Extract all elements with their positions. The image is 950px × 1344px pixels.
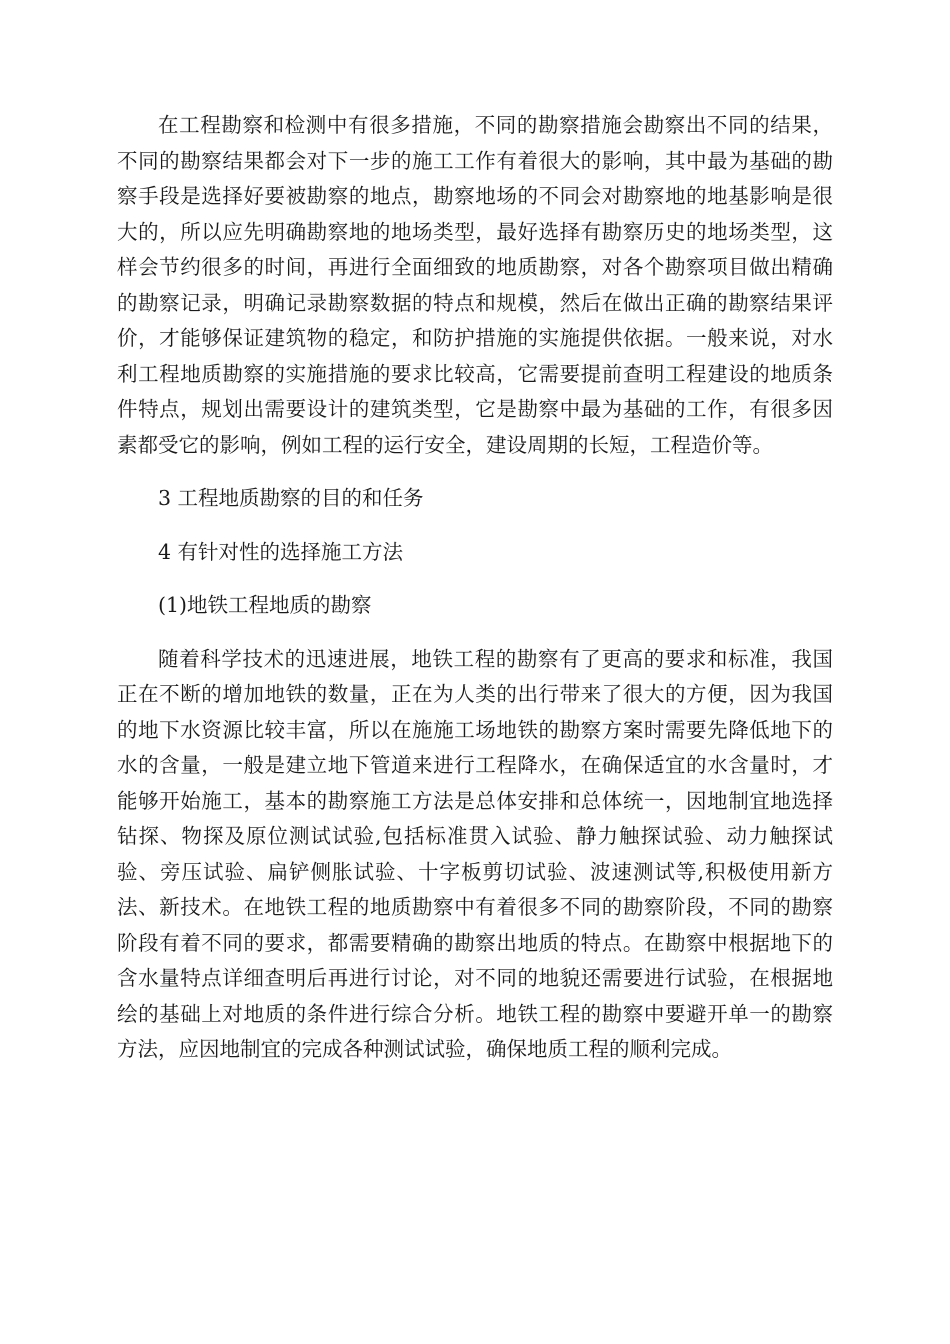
section-heading: 3 工程地质勘察的目的和任务: [158, 486, 424, 510]
body-paragraph: 随着科学技术的迅速进展，地铁工程的勘察有了更高的要求和标准，我国正在不断的增加地铁的数量，正在为人类的出行带来了很大的方便，因为我国的地下水资源比较丰富，所以在施施工场地铁的勘察方案时需要先降低地下的水的含量，一般是建立地下管道来进行工程降水，在确保适宜的水含量时，才能够开始施工，基本的勘察施工方法是总体安排和总体统一，因地制宜地选择钻探、物探及原位测试试验,包括标准贯入试验、静力触探试验、动力触探试验、旁压试验、扁铲侧胀试验、十字板剪切试验、波速测试等,积极使用新方法、新技术。在地铁工程的地质勘察中有着很多不同的勘察阶段，不同的勘察阶段有着不同的要求，都需要精确的勘察出地质的特点。在勘察中根据地下的含水量特点详细查明后再进行讨论，对不同的地貌还需要进行试验，在根据地绘的基础上对地质的条件进行综合分析。地铁工程的勘察中要避开单一的勘察方法，应因地制宜的完成各种测试试验，确保地质工程的顺利完成。: [117, 646, 833, 1061]
paragraph-spacer: [117, 624, 833, 642]
document-body: [117, 108, 833, 1068]
body-paragraph: 在工程勘察和检测中有很多措施，不同的勘察措施会勘察出不同的结果，不同的勘察结果都会对下一步的施工工作有着很大的影响，其中最为基础的勘察手段是选择好要被勘察的地点，勘察地场的不同会对勘察地的地基影响是很大的，所以应先明确勘察地的地场类型，最好选择有勘察历史的地场类型，这样会节约很多的时间，再进行全面细致的地质勘察，对各个勘察项目做出精确的勘察记录，明确记录勘察数据的特点和规模，然后在做出正确的勘察结果评价，才能够保证建筑物的稳定，和防护措施的实施提供依据。一般来说，对水利工程地质勘察的实施措施的要求比较高，它需要提前查明工程建设的地质条件特点，规划出需要设计的建筑类型，它是勘察中最为基础的工作，有很多因素都受它的影响，例如工程的运行安全，建设周期的长短，工程造价等。: [117, 113, 833, 457]
paragraph-spacer: [117, 517, 833, 535]
paragraph-spacer: [117, 570, 833, 588]
section-heading: 4 有针对性的选择施工方法: [158, 539, 404, 564]
subsection-heading: (1)地铁工程地质的勘察: [158, 593, 372, 617]
paragraph-spacer: [117, 463, 833, 481]
